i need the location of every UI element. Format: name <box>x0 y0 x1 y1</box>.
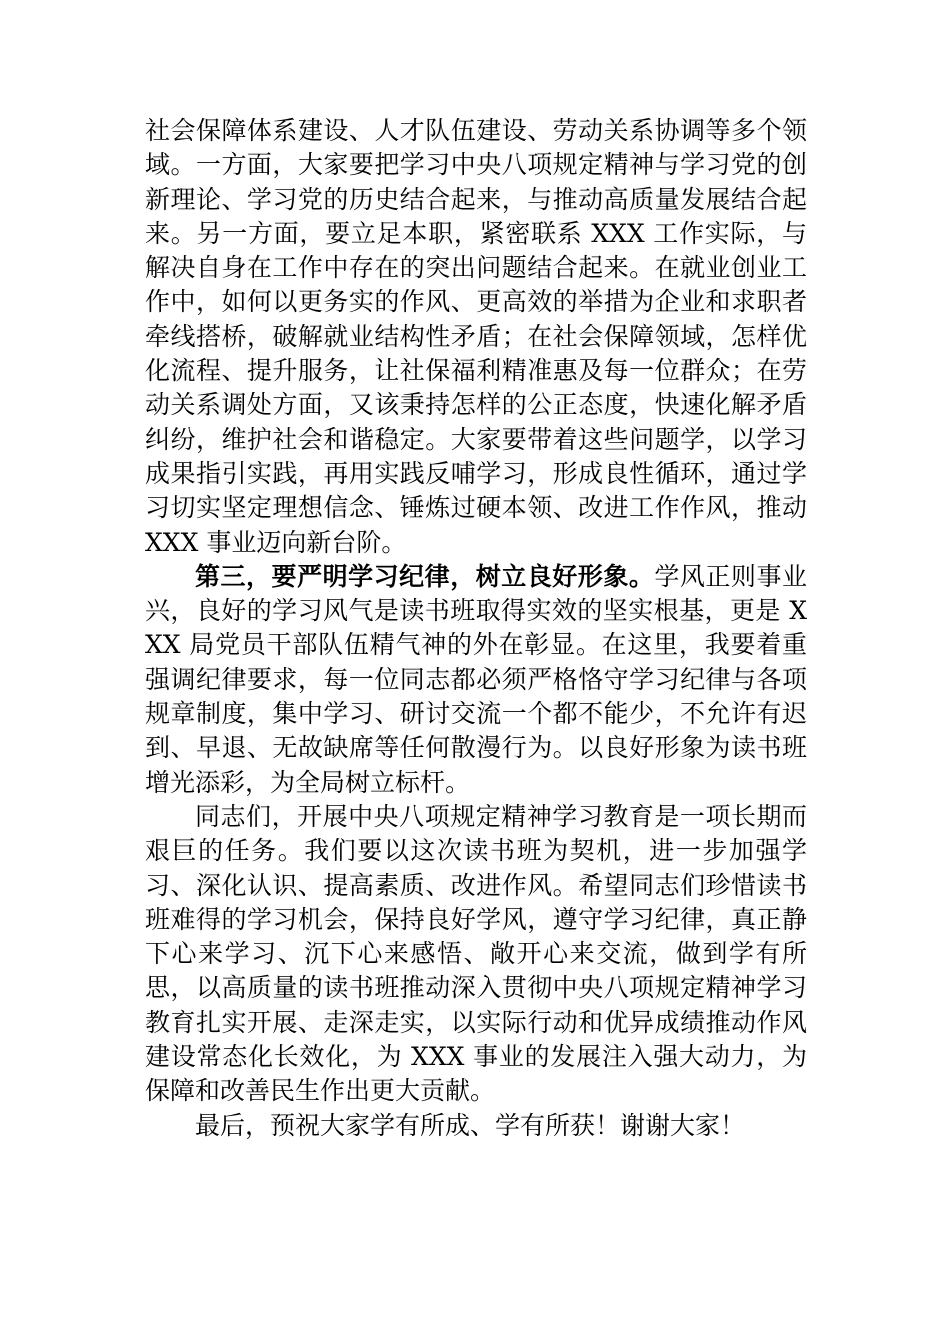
paragraph-4-text: 最后，预祝大家学有所成、学有所获！谢谢大家！ <box>195 1110 746 1140</box>
paragraph-4 <box>145 1109 807 1143</box>
document-body <box>145 114 807 1143</box>
paragraph-1-text: 社会保障体系建设、人才队伍建设、劳动关系协调等多个领域。一方面，大家要把学习中央八项规定精神与学习党的创新理论、学习党的历史结合起来，与推动高质量发展结合起来。另一方面，要立足本职，紧密联系 XXX 工作实际，与解决自身在工作中存在的突出问题结合起来。在就业创业工作中，如何以更务实的作风、更高效的举措为企业和求职者牵线搭桥，破解就业结构性矛盾；在社会保障领域，怎样优化流程、提升服务，让社保福利精准惠及每一位群众；在劳动关系调处方面，又该秉持怎样的公正态度，快速化解矛盾纠纷，维护社会和谐稳定。大家要带着这些问题学，以学习成果指引实践，再用实践反哺学习，形成良性循环，通过学习切实坚定理想信念、锤炼过硬本领、改进工作作风，推动 XXX 事业迈向新台阶。 <box>145 116 807 557</box>
paragraph-2-text: 学风正则事业兴，良好的学习风气是读书班取得实效的坚实根基，更是 XXX 局党员干部队伍精气神的外在彰显。在这里，我要着重强调纪律要求，每一位同志都必须严格恪守学习纪律与各项规章制度，集中学习、研讨交流一个都不能少，不允许有迟到、早退、无故缺席等任何散漫行为。以良好形象为读书班增光添彩，为全局树立标杆。 <box>145 561 807 797</box>
paragraph-2 <box>145 560 807 800</box>
paragraph-1 <box>145 114 807 560</box>
paragraph-2-heading: 第三，要严明学习纪律，树立良好形象。 <box>195 561 655 591</box>
paragraph-3 <box>145 800 807 1109</box>
paragraph-3-text: 同志们，开展中央八项规定精神学习教育是一项长期而艰巨的任务。我们要以这次读书班为契机，进一步加强学习、深化认识、提高素质、改进作风。希望同志们珍惜读书班难得的学习机会，保持良好学风，遵守学习纪律，真正静下心来学习、沉下心来感悟、敞开心来交流，做到学有所思，以高质量的读书班推动深入贯彻中央八项规定精神学习教育扎实开展、走深走实，以实际行动和优异成绩推动作风建设常态化长效化，为 XXX 事业的发展注入强大动力，为保障和改善民生作出更大贡献。 <box>145 801 807 1106</box>
